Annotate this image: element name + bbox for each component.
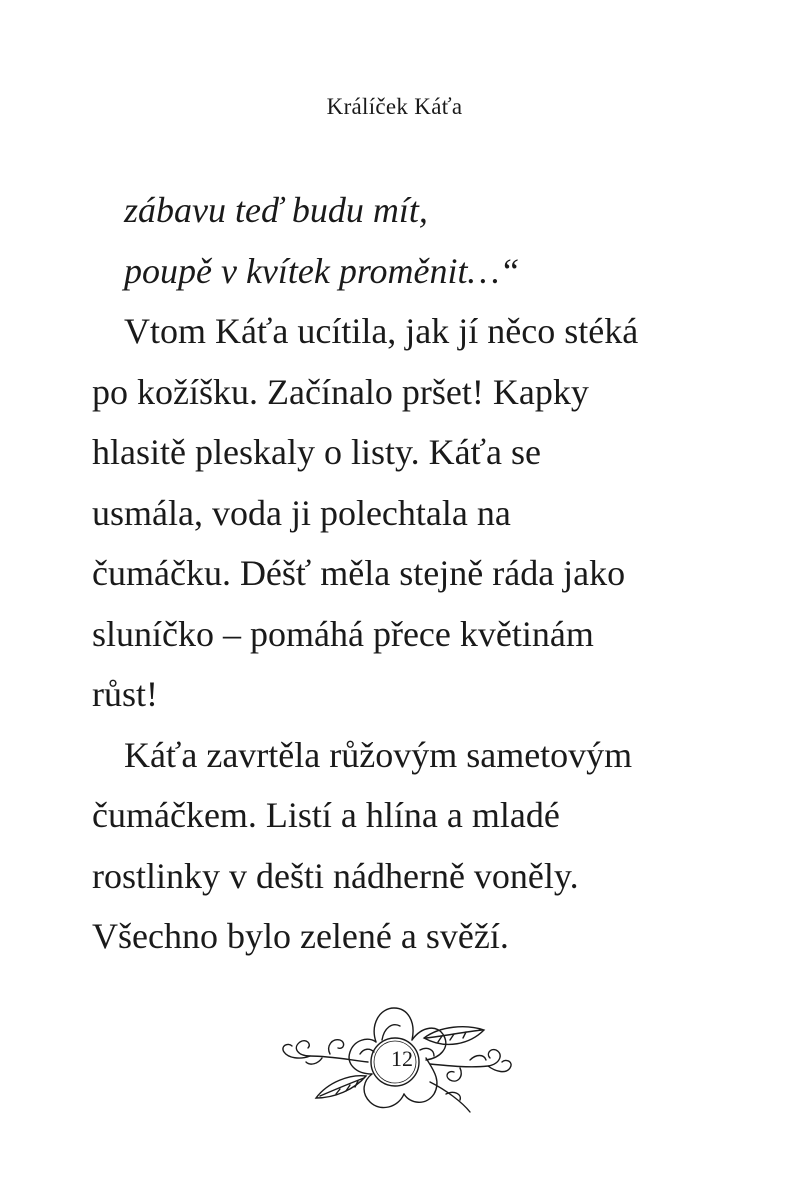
- paragraph-line: usmála, voda ji polechtala na: [92, 492, 511, 533]
- paragraph-line: Vtom Káťa ucítila, jak jí něco stéká: [124, 311, 639, 351]
- paragraph-line: rostlinky v dešti nádherně voněly.: [92, 855, 579, 896]
- paragraph-line: po kožíšku. Začínalo pršet! Kapky: [92, 371, 589, 412]
- page-body-text: [92, 180, 732, 967]
- paragraph-line: Všechno bylo zelené a svěží.: [92, 916, 509, 956]
- paragraph-line: hlasitě pleskaly o listy. Káťa se: [92, 432, 541, 472]
- paragraph-line: Káťa zavrtěla růžovým sametovým: [124, 734, 633, 775]
- paragraph-line: růst!: [92, 674, 158, 714]
- page-number: 12: [391, 1046, 413, 1071]
- paragraph-line: čumáčku. Déšť měla stejně ráda jako: [92, 553, 626, 593]
- paragraph-line: sluníčko – pomáhá přece květinám: [92, 613, 594, 654]
- verse-line: zábavu teď budu mít,: [124, 190, 428, 230]
- running-title: Králíček Káťa: [326, 94, 463, 119]
- verse-line: poupě v kvítek proměnit…“: [124, 250, 520, 291]
- paragraph-line: čumáčkem. Listí a hlína a mladé: [92, 795, 560, 835]
